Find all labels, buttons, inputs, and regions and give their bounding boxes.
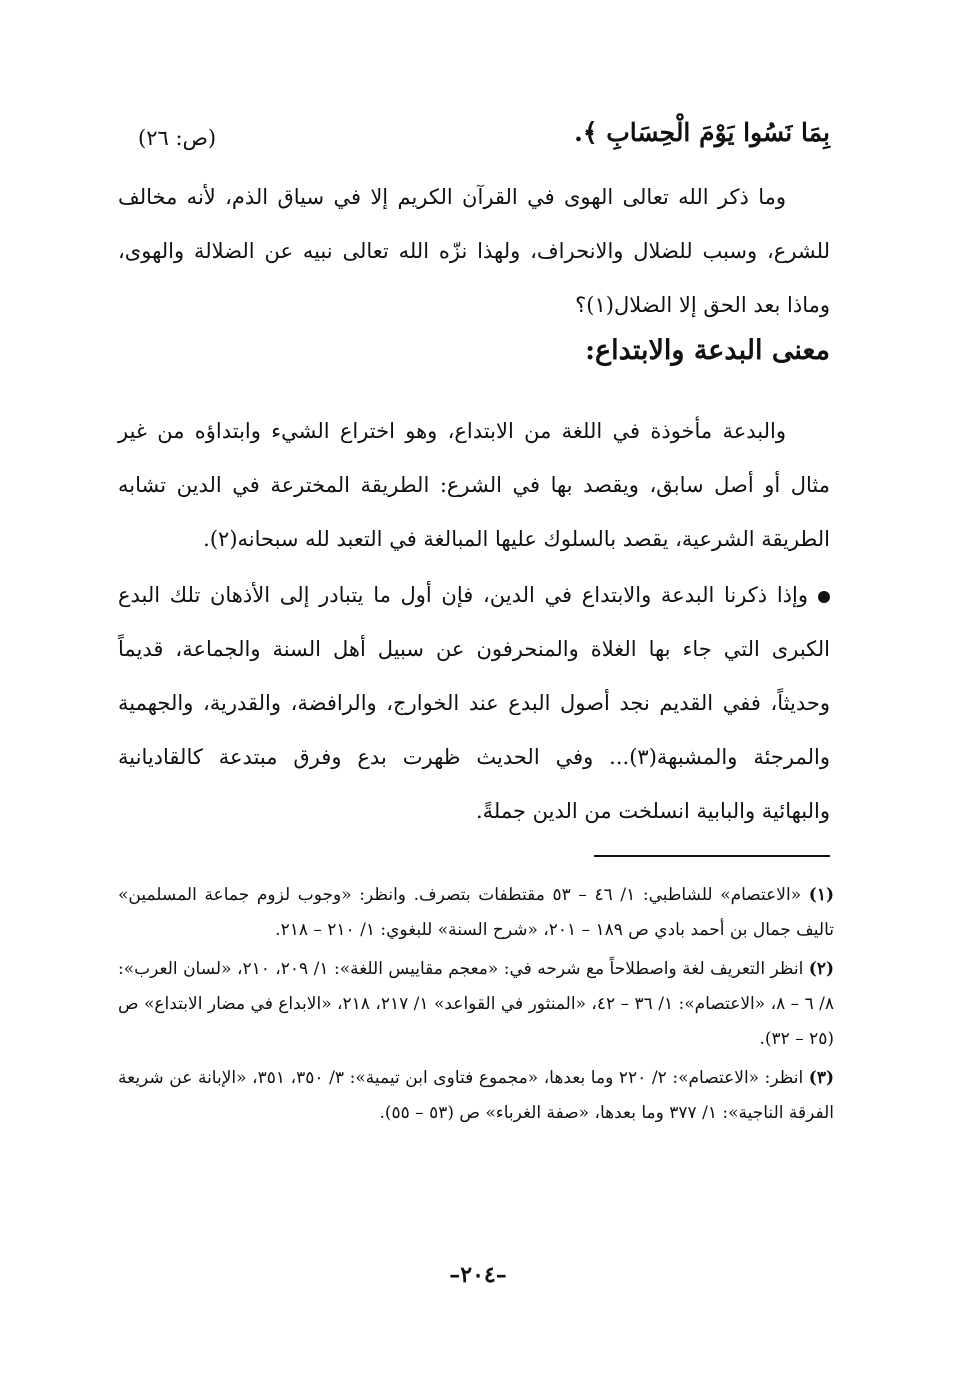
section-heading: معنى البدعة والابتداع: <box>585 335 830 366</box>
quran-verse-line: بِمَا نَسُوا يَوْمَ الْحِسَابِ ﴾. <box>574 118 830 147</box>
footnote-2 <box>118 952 834 1057</box>
footnote-number: (١) <box>808 885 834 905</box>
footnote-number: (٣) <box>808 1068 835 1088</box>
paragraph-hawa: وما ذكر الله تعالى الهوى في القرآن الكريم إلا في سياق الذم، لأنه مخالف للشرع، وسبب للضلال والانحراف، ولهذا نزّه الله تعالى نبيه عن الضلالة والهوى، وماذا بعد الحق إلا الضلال(١)؟ <box>118 185 830 317</box>
paragraph-major-innovations <box>118 568 830 838</box>
footnote-text: «الاعتصام» للشاطبي: ١/ ٤٦ – ٥٣ مقتطفات بتصرف. وانظر: «وجوب لزوم جماعة المسلمين» تاليف جمال بن أحمد بادي ص ١٨٩ – ٢٠١، «شرح السنة» للبغوي: ١/ ٢١٠ – ٢١٨. <box>118 885 834 940</box>
footnote-3 <box>118 1061 834 1131</box>
page-number: –٢٠٤– <box>449 1262 507 1288</box>
paragraph-bidah-definition: والبدعة مأخوذة في اللغة من الابتداع، وهو اختراع الشيء وابتداؤه من غير مثال أو أصل سابق، ويقصد بها في الشرع: الطريقة المخترعة في الدين تشابه الطريقة الشرعية، يقصد بالسلوك عليها المبالغة في التعبد لله سبحانه(٢). <box>118 419 830 551</box>
paragraph-major-innovations-text: وإذا ذكرنا البدعة والابتداع في الدين، فإن أول ما يتبادر إلى الأذهان تلك البدع الكبرى التي جاء بها الغلاة والمنحرفون عن سبيل أهل السنة والجماعة، قديماً وحديثاً، ففي القديم نجد أصول البدع عند الخوارج، والرافضة، والقدرية، والجهمية والمرجئة والمشبهة(٣)... وفي الحديث ظهرت بدع وفرق مبتدعة كالقاديانية والبهائية والبابية انسلخت من الدين جملةً. <box>118 583 831 823</box>
footnote-text: انظر التعريف لغة واصطلاحاً مع شرحه في: «معجم مقاييس اللغة»: ١/ ٢٠٩، ٢١٠، «لسان العرب»: ٨/ ٦ – ٨، «الاعتصام»: ١/ ٣٦ – ٤٢، «المنثور في القواعد» ١/ ٢١٧، ٢١٨، «الابداع في مضار الابتداع» ص (٢٥ – ٣٢). <box>118 959 835 1049</box>
verse-reference: (ص: ٢٦) <box>138 126 217 150</box>
footnote-text: انظر: «الاعتصام»: ٢/ ٢٢٠ وما بعدها، «مجموع فتاوى ابن تيمية»: ٣/ ٣٥٠، ٣٥١، «الإبانة عن شريعة الفرقة الناجية»: ١/ ٣٧٧ وما بعدها، «صفة الغرباء» ص (٥٣ – ٥٥). <box>118 1068 834 1123</box>
bullet-icon <box>818 591 830 603</box>
footnote-1 <box>118 878 834 948</box>
footnotes <box>118 878 834 1135</box>
footnote-divider <box>594 855 830 857</box>
footnote-number: (٢) <box>808 959 835 979</box>
